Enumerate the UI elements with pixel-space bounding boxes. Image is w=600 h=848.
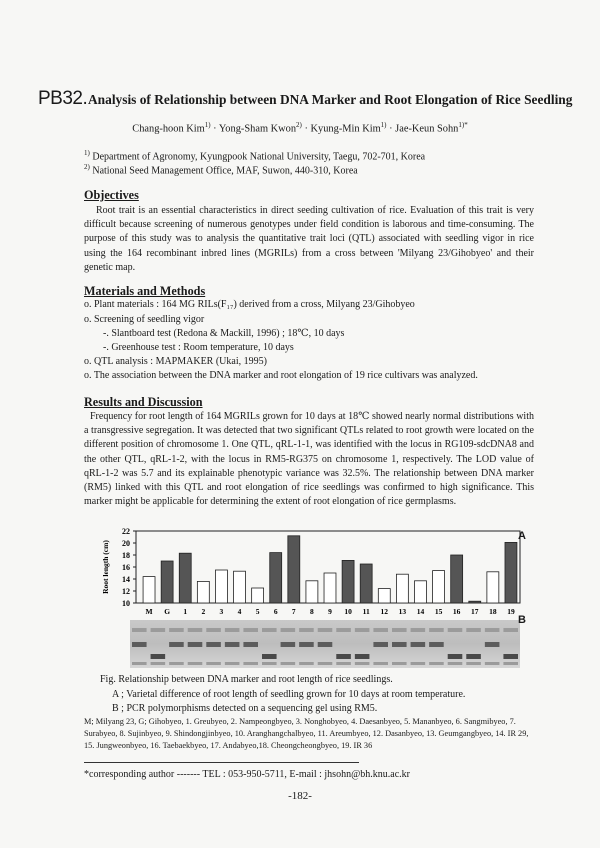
category-label: 1 (183, 607, 188, 616)
gel-band (132, 662, 147, 665)
figure-caption-a: A ; Varietal difference of root length of seedling grown for 10 days at room temperature. (112, 689, 466, 700)
method-line-2: o. Screening of seedling vigor (84, 314, 205, 325)
gel-band (373, 628, 388, 632)
bar-8 (306, 581, 318, 603)
gel-band (318, 642, 333, 647)
gel-band (132, 628, 147, 632)
gel-band (392, 642, 407, 647)
abstract-code: PB32. (38, 88, 88, 109)
gel-band (411, 662, 426, 665)
gel-band (466, 654, 481, 659)
gel-band (262, 662, 277, 665)
gel-band (225, 642, 240, 647)
bar-5 (252, 588, 264, 603)
gel-band (503, 662, 518, 665)
y-tick-label: 20 (122, 539, 130, 548)
gel-band (169, 642, 184, 647)
author-affiliation-mark: 1) (204, 121, 211, 129)
bar-3 (215, 570, 227, 603)
author-name: Chang-hoon Kim (132, 123, 205, 135)
gel-band (318, 662, 333, 665)
category-label: 5 (255, 607, 260, 616)
gel-band (448, 662, 463, 665)
category-label: 14 (416, 607, 425, 616)
gel-band (466, 662, 481, 665)
bar-9 (324, 573, 336, 603)
gel-band (485, 642, 500, 647)
gel-band (262, 654, 277, 659)
gel-band (485, 662, 500, 665)
gel-band (281, 642, 296, 647)
gel-band (336, 654, 351, 659)
gel-band (188, 642, 203, 647)
page-number: -182- (288, 790, 312, 802)
bar-17 (469, 601, 481, 603)
category-label: 15 (434, 607, 443, 616)
y-tick-label: 10 (122, 599, 130, 608)
bar-2 (197, 581, 209, 603)
gel-band (188, 662, 203, 665)
author-separator: · (386, 123, 396, 135)
bar-1 (179, 553, 191, 603)
author-name: Jae-Keun Sohn (395, 123, 459, 135)
gel-band (429, 642, 444, 647)
gel-band (373, 662, 388, 665)
gel-band (169, 662, 184, 665)
method-line-3: -. Slantboard test (Redona & Mackill, 1996) ; 18℃, 10 days (103, 328, 345, 339)
gel-band (429, 662, 444, 665)
gel-band (448, 654, 463, 659)
gel-band (169, 628, 184, 632)
bar-18 (487, 572, 499, 603)
bar-14 (415, 581, 427, 603)
author-name: Yong-Sham Kwon (218, 123, 297, 135)
objectives-heading: Objectives (84, 188, 139, 202)
category-label: G (164, 607, 171, 616)
bar-12 (378, 589, 390, 603)
gel-band (299, 642, 314, 647)
methods-heading: Materials and Methods (84, 284, 206, 298)
author-separator: · (301, 123, 311, 135)
gel-band (206, 628, 221, 632)
method-line-5: o. QTL analysis : MAPMAKER (Ukai, 1995) (84, 356, 267, 367)
bar-4 (234, 571, 246, 603)
bar-13 (396, 574, 408, 603)
gel-band (206, 642, 221, 647)
category-label: 7 (291, 607, 296, 616)
gel-band (411, 628, 426, 632)
bar-19 (505, 542, 517, 603)
gel-band (281, 662, 296, 665)
figure-caption-b: B ; PCR polymorphisms detected on a sequencing gel using RM5. (112, 703, 378, 714)
corresponding-author: *corresponding author ------- TEL : 053-950-5711, E-mail : jhsohn@bh.knu.ac.kr (84, 769, 410, 780)
author-name: Kyung-Min Kim (310, 123, 381, 135)
pcr-gel-image (130, 620, 520, 668)
method-line-4: -. Greenhouse test : Room temperature, 10 days (103, 342, 294, 353)
gel-band (392, 662, 407, 665)
bar-M (143, 577, 155, 603)
category-label: 10 (344, 607, 352, 616)
figure-legend: M; Milyang 23, G; Gihobyeo, 1. Greubyeo, 2. Nampeongbyeo, 3. Nonghobyeo, 4. Daesanbyeo, 5. Mananbyeo, 6. Sangmibyeo, 7. Surabyeo, 8. Sujinbyeo, 9. Shindongjinbyeo, 10. Aranghangchalbyeo, 11. Areumbyeo, 12. Dasanbyeo, 13. Geumgangbyeo, 14. IR 29, 15. Jungweonbyeo, 16. Taebaekbyeo, 17. Andabyeo,18. Cheongcheongbyeo, 19. IR 36 (84, 717, 529, 750)
gel-band (262, 628, 277, 632)
gel-band (299, 662, 314, 665)
y-axis-label: Root length (cm) (101, 540, 110, 594)
gel-band (485, 628, 500, 632)
footnote-rule (84, 762, 359, 763)
gel-band (448, 628, 463, 632)
gel-band (299, 628, 314, 632)
gel-band (151, 628, 166, 632)
category-label: 18 (489, 607, 497, 616)
gel-band (225, 662, 240, 665)
y-tick-label: 16 (122, 563, 130, 572)
gel-band (243, 662, 258, 665)
bar-10 (342, 560, 354, 603)
gel-band (336, 628, 351, 632)
author-list (0, 121, 600, 134)
category-label: 6 (273, 607, 278, 616)
bar-16 (451, 555, 463, 603)
bar-G (161, 561, 173, 603)
gel-band (466, 628, 481, 632)
author-affiliation-mark: 2) (296, 121, 302, 129)
bar-11 (360, 564, 372, 603)
gel-band (188, 628, 203, 632)
author-separator: · (210, 123, 219, 135)
results-text: Frequency for root length of 164 MGRILs grown for 10 days at 18℃ showed nearly normal distributions with a transgressive segregation. It was detected that two significant QTLs related to root growth were located on the different position of chromosome 1. One QTL, qRL-1-1, was identified with the locus in RG109-sdcDNA8 and the other QTL, qRL-1-2, with the locus in RM5-RG375 on chromosome 1, respectively. The LOD value of qRL-1-2 was 5.7 and its explainable phenotypic variance was 32.5%. The relationship between DNA marker (RM5) linked with this QTL and root elongation of rice seedlings was confirmed to high significance. This marker might be applicable for determining the extent of root elongation of rice germplasms. (84, 411, 534, 508)
gel-band (281, 628, 296, 632)
author-affiliation-mark: 1)* (458, 121, 468, 129)
gel-band (151, 662, 166, 665)
category-label: 19 (507, 607, 515, 616)
gel-band (355, 628, 370, 632)
gel-band (411, 642, 426, 647)
gel-band (373, 642, 388, 647)
gel-band (243, 642, 258, 647)
gel-band (132, 642, 147, 647)
objectives-text: Root trait is an essential characteristics in direct seeding cultivation of rice. Evaluation of this trait is very difficult because screening of numerous genotypes under field condition is laborous and time-consuming. The purpose of this study was to analysis the quantitative trait loci (QTL) associated with seedling vigor in rice using the 164 recombinant inbred lines (MGRILs) from a cross between 'Milyang 23/Gihobyeo' and their genetic map. (84, 205, 534, 273)
category-label: 13 (398, 607, 407, 616)
figure-caption-title: Fig. Relationship between DNA marker and root length of rice seedlings. (100, 674, 393, 685)
bar-7 (288, 536, 300, 603)
y-tick-label: 14 (122, 575, 130, 584)
gel-band (243, 628, 258, 632)
gel-band (225, 628, 240, 632)
y-tick-label: 22 (122, 527, 130, 536)
gel-band (355, 662, 370, 665)
category-label: 4 (237, 607, 242, 616)
y-tick-label: 18 (122, 551, 130, 560)
method-line-1: o. Plant materials : 164 MG RILs(F₁₇) derived from a cross, Milyang 23/Gihobyeo (84, 299, 415, 310)
category-label: 3 (219, 607, 224, 616)
category-label: 17 (471, 607, 479, 616)
root-length-chart (100, 525, 525, 620)
bar-15 (433, 571, 445, 603)
category-label: 16 (452, 607, 461, 616)
gel-band (355, 654, 370, 659)
method-line-6: o. The association between the DNA marker and root elongation of 19 rice cultivars was analyzed. (84, 370, 478, 381)
panel-a-label: A (518, 530, 526, 542)
affiliation-1: $^{1)}$ Department of Agronomy, Kyungpook National University, Taegu, 702-701, Korea (84, 149, 426, 163)
panel-b-label: B (518, 614, 526, 626)
author-affiliation-mark: 1) (380, 121, 387, 129)
gel-band (429, 628, 444, 632)
y-tick-label: 12 (122, 587, 130, 596)
category-label: M (145, 607, 153, 616)
results-heading: Results and Discussion (84, 395, 203, 409)
affiliation-2: $^{2)}$ National Seed Management Office, MAF, Suwon, 440-310, Korea (84, 163, 358, 177)
gel-band (151, 654, 166, 659)
category-label: 2 (201, 607, 206, 616)
category-label: 12 (380, 607, 389, 616)
paper-title: Analysis of Relationship between DNA Marker and Root Elongation of Rice Seedling (88, 92, 573, 107)
gel-band (503, 654, 518, 659)
gel-band (336, 662, 351, 665)
gel-band (503, 628, 518, 632)
category-label: 11 (362, 607, 370, 616)
gel-band (318, 628, 333, 632)
gel-band (392, 628, 407, 632)
category-label: 9 (328, 607, 332, 616)
category-label: 8 (310, 607, 314, 616)
gel-band (206, 662, 221, 665)
bar-6 (270, 553, 282, 603)
